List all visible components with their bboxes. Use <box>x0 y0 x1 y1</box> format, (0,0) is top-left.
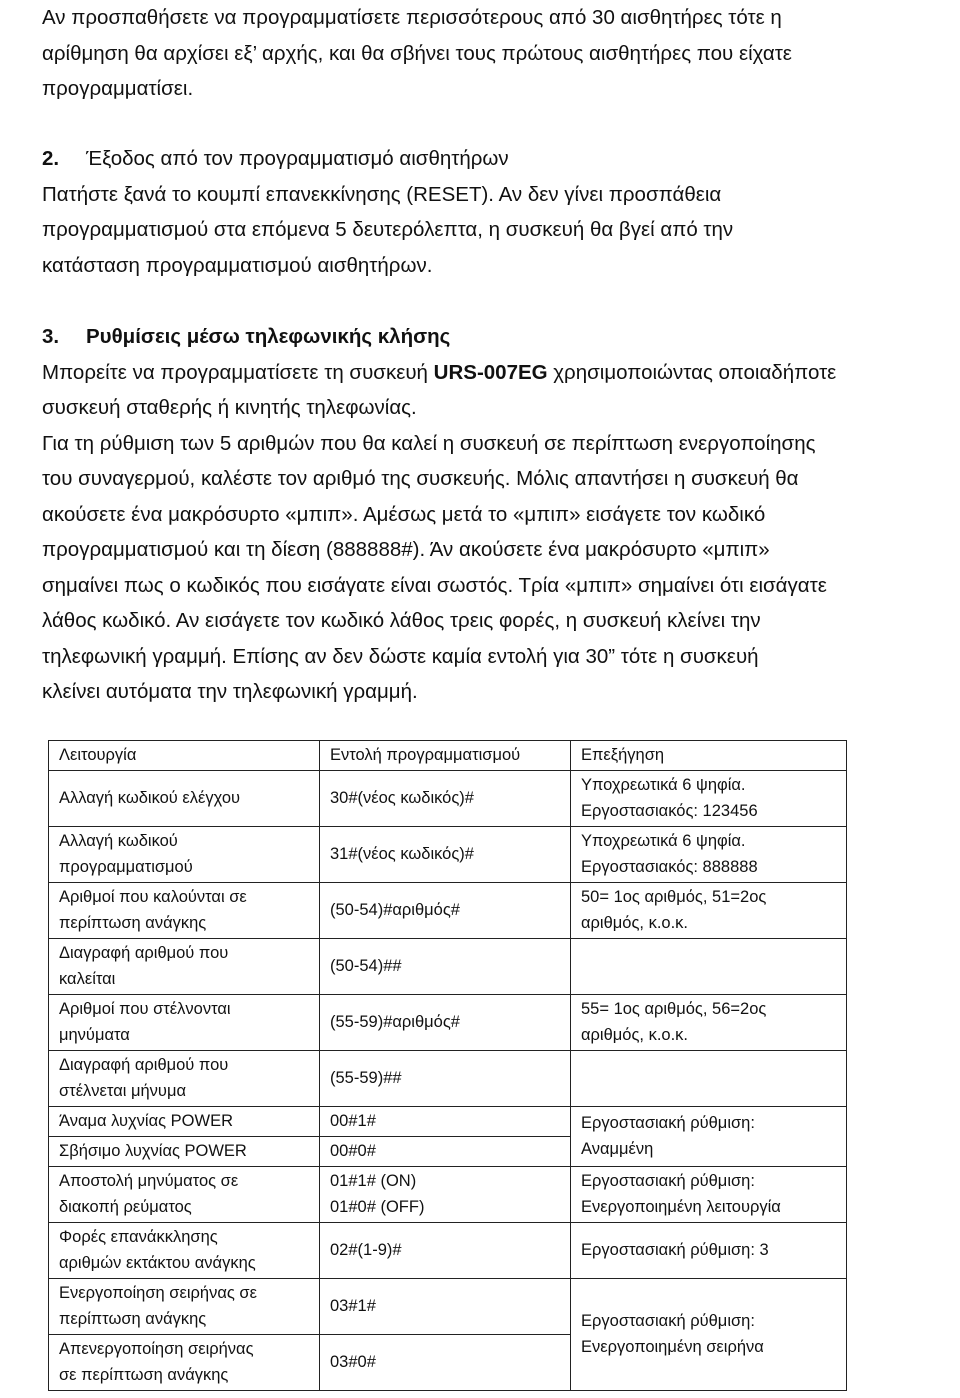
function-cell: Αλλαγή κωδικού ελέγχου <box>49 771 320 827</box>
section-2-line: κατάσταση προγραμματισμού αισθητήρων. <box>42 253 433 277</box>
explanation-line: 50= 1ος αριθμός, 51=2ος <box>581 888 767 906</box>
section-3-line: του συναγερμού, καλέστε τον αριθμό της συσκευής. Μόλις απαντήσει η συσκευή θα <box>42 467 799 490</box>
header-command: Εντολή προγραμματισμού <box>320 741 571 771</box>
command-line: 01#1# (ON) <box>330 1172 417 1190</box>
table-header-row <box>49 741 847 771</box>
section-2-heading <box>42 141 954 177</box>
function-line: αριθμών εκτάκτου ανάγκης <box>59 1254 256 1272</box>
explanation-line: Αναμμένη <box>581 1140 654 1158</box>
text-run: χρησιμοποιώντας οποιαδήποτε <box>547 360 837 384</box>
table-row <box>49 771 847 827</box>
section-3-line: κλείνει αυτόματα την τηλεφωνική γραμμή. <box>42 680 418 703</box>
function-cell <box>49 939 320 995</box>
section-3-line: προγραμματισμού και τη δίεση (888888#). Άν ακούσετε ένα μακρόσυρτο «μπιπ» <box>42 538 770 561</box>
section-3-line <box>42 355 954 391</box>
command-cell <box>320 1167 571 1223</box>
section-2-line: Πατήστε ξανά το κουμπί επανεκκίνησης (RESET). Αν δεν γίνει προσπάθεια <box>42 182 722 206</box>
explanation-line: 55= 1ος αριθμός, 56=2ος <box>581 1000 767 1018</box>
table-row <box>49 995 847 1051</box>
section-3-line: ακούσετε ένα μακρόσυρτο «μπιπ». Αμέσως μετά το «μπιπ» εισάγετε τον κωδικό <box>42 502 766 526</box>
header-function: Λειτουργία <box>49 741 320 771</box>
intro-paragraph <box>42 0 954 107</box>
command-cell: (55-59)#αριθμός# <box>320 995 571 1051</box>
explanation-line: Εργοστασιακός: 123456 <box>581 802 758 820</box>
function-line: Φορές επανάκκλησης <box>59 1228 218 1246</box>
explanation-line: Εργοστασιακή ρύθμιση: <box>581 1114 755 1132</box>
function-line: στέλνεται μήνυμα <box>59 1082 186 1100</box>
function-line: Απενεργοποίηση σειρήνας <box>59 1340 254 1358</box>
function-cell <box>49 1051 320 1107</box>
explanation-line: Εργοστασιακός: 888888 <box>581 858 758 876</box>
command-cell: (50-54)#αριθμός# <box>320 883 571 939</box>
explanation-cell <box>571 883 847 939</box>
section-3-line: σημαίνει πως ο κωδικός που εισάγατε είναι σωστός. Τρία «μπιπ» σημαίνει ότι εισάγατε <box>42 573 827 597</box>
function-cell <box>49 1223 320 1279</box>
command-cell: 03#1# <box>320 1279 571 1335</box>
section-title: Έξοδος από τον προγραμματισμό αισθητήρων <box>86 147 509 170</box>
function-cell <box>49 995 320 1051</box>
function-line: Αλλαγή κωδικού <box>59 832 178 850</box>
explanation-cell <box>571 939 847 995</box>
explanation-line: Ενεργοποιημένη σειρήνα <box>581 1338 764 1356</box>
function-line: καλείται <box>59 970 116 988</box>
section-2 <box>42 141 954 283</box>
command-line: 01#0# (OFF) <box>330 1198 425 1216</box>
section-3-line: τηλεφωνική γραμμή. Επίσης αν δεν δώστε καμία εντολή για 30” τότε η συσκευή <box>42 644 759 668</box>
section-3-line: συσκευή σταθερής ή κινητής τηλεφωνίας. <box>42 396 417 419</box>
function-line: μηνύματα <box>59 1026 130 1044</box>
function-line: Αποστολή μηνύματος σε <box>59 1172 239 1190</box>
header-explanation: Επεξήγηση <box>571 741 847 771</box>
section-3-line: Για τη ρύθμιση των 5 αριθμών που θα καλεί η συσκευή σε περίπτωση ενεργοποίησης <box>42 431 816 455</box>
function-cell <box>49 827 320 883</box>
table-row <box>49 1107 847 1137</box>
command-cell: 00#0# <box>320 1137 571 1167</box>
command-cell: (50-54)## <box>320 939 571 995</box>
section-3-heading <box>42 319 954 355</box>
table-row <box>49 939 847 995</box>
function-line: Ενεργοποίηση σειρήνας σε <box>59 1284 257 1302</box>
explanation-cell <box>571 1279 847 1391</box>
function-cell <box>49 1167 320 1223</box>
explanation-line: Εργοστασιακή ρύθμιση: <box>581 1172 755 1190</box>
explanation-cell <box>571 1167 847 1223</box>
function-cell: Σβήσιμο λυχνίας POWER <box>49 1137 320 1167</box>
intro-line: αρίθμηση θα αρχίσει εξ’ αρχής, και θα σβήνει τους πρώτους αισθητήρες που είχατε <box>42 41 792 65</box>
text-run: Μπορείτε να προγραμματίσετε τη συσκευή <box>42 360 434 384</box>
function-line: σε περίπτωση ανάγκης <box>59 1366 229 1384</box>
table-row <box>49 1167 847 1223</box>
command-cell: 03#0# <box>320 1335 571 1391</box>
explanation-line: Υποχρεωτικά 6 ψηφία. <box>581 832 746 850</box>
function-cell: Άναμα λυχνίας POWER <box>49 1107 320 1137</box>
function-line: Αριθμοί που στέλνονται <box>59 1000 231 1018</box>
command-cell: (55-59)## <box>320 1051 571 1107</box>
function-cell <box>49 1279 320 1335</box>
command-cell: 02#(1-9)# <box>320 1223 571 1279</box>
table-row <box>49 1051 847 1107</box>
function-line: περίπτωση ανάγκης <box>59 914 207 932</box>
explanation-line: Υποχρεωτικά 6 ψηφία. <box>581 776 746 794</box>
command-cell: 00#1# <box>320 1107 571 1137</box>
function-cell <box>49 883 320 939</box>
explanation-line: αριθμός, κ.ο.κ. <box>581 1026 689 1044</box>
command-cell: 30#(νέος κωδικός)# <box>320 771 571 827</box>
commands-table <box>48 740 847 1391</box>
explanation-line: αριθμός, κ.ο.κ. <box>581 914 689 932</box>
explanation-cell: Εργοστασιακή ρύθμιση: 3 <box>571 1223 847 1279</box>
intro-line: προγραμματίσει. <box>42 77 194 100</box>
section-number: 2. <box>42 147 60 170</box>
function-line: προγραμματισμού <box>59 858 193 876</box>
section-number: 3. <box>42 325 60 348</box>
table-row <box>49 883 847 939</box>
function-line: Διαγραφή αριθμού που <box>59 944 229 962</box>
explanation-cell <box>571 771 847 827</box>
table-row <box>49 1279 847 1335</box>
table-row <box>49 827 847 883</box>
explanation-line: Εργοστασιακή ρύθμιση: <box>581 1312 755 1330</box>
explanation-cell <box>571 827 847 883</box>
section-title: Ρυθμίσεις μέσω τηλεφωνικής κλήσης <box>86 325 451 348</box>
table-row <box>49 1223 847 1279</box>
section-2-line: προγραμματισμού στα επόμενα 5 δευτερόλεπτα, η συσκευή θα βγεί από την <box>42 218 734 241</box>
function-line: Αριθμοί που καλούνται σε <box>59 888 247 906</box>
function-line: διακοπή ρεύματος <box>59 1198 192 1216</box>
explanation-cell <box>571 1051 847 1107</box>
explanation-cell <box>571 1107 847 1167</box>
function-line: περίπτωση ανάγκης <box>59 1310 207 1328</box>
function-line: Διαγραφή αριθμού που <box>59 1056 229 1074</box>
intro-line: Αν προσπαθήσετε να προγραμματίσετε περισσότερους από 30 αισθητήρες τότε η <box>42 6 782 29</box>
function-cell <box>49 1335 320 1391</box>
explanation-cell <box>571 995 847 1051</box>
explanation-line: Ενεργοποιημένη λειτουργία <box>581 1198 781 1216</box>
section-3 <box>42 319 954 710</box>
model-name: URS-007EG <box>433 360 548 384</box>
section-3-line: λάθος κωδικό. Αν εισάγετε τον κωδικό λάθος τρεις φορές, η συσκευή κλείνει την <box>42 609 761 632</box>
command-cell: 31#(νέος κωδικός)# <box>320 827 571 883</box>
